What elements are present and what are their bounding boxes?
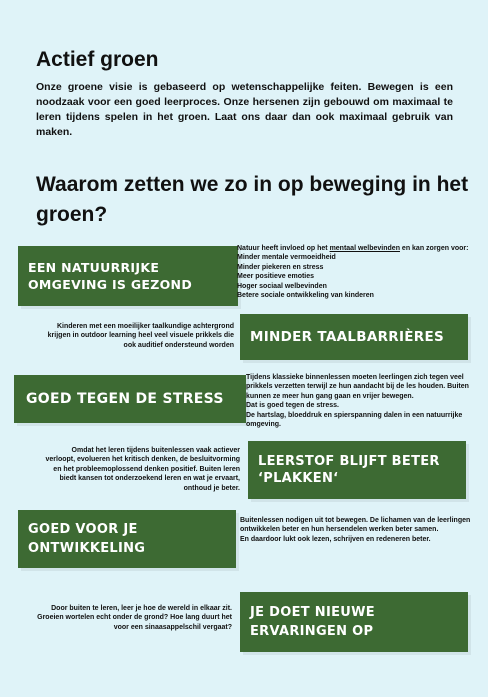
box-title-line2: ‘PLAKKEN‘ [258, 471, 339, 486]
box-goed-tegen-stress [14, 375, 246, 423]
section-heading: Waarom zetten we zo in op beweging in het groen? [36, 173, 469, 226]
box-goed-voor-ontwikkeling [18, 510, 236, 568]
box-minder-taalbarrieres [240, 314, 468, 360]
text-line: Buitenlessen nodigen uit tot bewegen. De lichamen van de leerlingen ontwikkelen beter en hun hersendelen werken beter samen. [240, 517, 471, 534]
list-item: Minder mentale vermoeidheid [237, 254, 336, 262]
box-title-line1: GOED VOOR JE [28, 522, 138, 537]
box-title: GOED TEGEN DE STRESS [26, 391, 224, 407]
box-title-line2: OMGEVING IS GEZOND [28, 277, 192, 292]
box-title: MINDER TAALBARRIÈRES [250, 329, 445, 345]
box-title-line1: JE DOET NIEUWE [250, 605, 375, 620]
text-line: Tijdens klassieke binnenlessen moeten leerlingen zich tegen veel prikkels verzetten terwijl ze hun aandacht bij de les houden. Buiten kunnen ze meer hun gang gaan en vrijer bewegen. [246, 374, 469, 400]
text-ontwikkeling [240, 516, 476, 544]
text-underlined: mentaal welbevinden [329, 245, 400, 252]
list-item: Hoger sociaal welbevinden [237, 282, 327, 290]
text-intro: Natuur heeft invloed op het [237, 245, 330, 252]
text-goed-tegen-stress [246, 373, 478, 429]
text-line: De hartslag, bloeddruk en spierspanning dalen in een natuurrijke omgeving. [246, 411, 463, 429]
box-natuurrijke-omgeving [18, 246, 238, 306]
text-leerstof: Omdat het leren tijdens buitenlessen vaak actiever verloopt, evolueren het kritisch denken, de besluitvorming en het probleemoplossend denken positief. Buiten leren biedt kansen tot onderzoekend leren en wat je ervaart, onthoud je beter. [45, 447, 240, 492]
list-item: Betere sociale ontwikkeling van kinderen [237, 292, 374, 300]
text-taalbarrieres: Kinderen met een moeilijker taalkundige achtergrond krijgen in outdoor learning heel veel visuele prikkels die ook auditief ondersteund worden [47, 323, 234, 349]
list-item: Meer positieve emoties [237, 273, 315, 281]
benefits-list [237, 253, 477, 300]
text-post: en kan zorgen voor: [399, 245, 469, 252]
box-nieuwe-ervaringen [240, 592, 468, 652]
box-title-line1: LEERSTOF BLIJFT BETER [258, 454, 440, 469]
text-line: En daardoor lukt ook lezen, schrijven en redeneren beter. [240, 535, 431, 543]
box-leerstof-blijft-beter [248, 441, 466, 499]
box-title-line2: ONTWIKKELING [28, 541, 146, 556]
list-item: Minder piekeren en stress [237, 263, 324, 271]
intro-paragraph: Onze groene visie is gebaseerd op wetenschappelijke feiten. Bewegen is een noodzaak voor een goed leerproces. Onze hersenen zijn gebouwd om maximaal te leren tijdens spelen in het groen. Laat ons daar dan ook maximaal gebruik van maken. [36, 81, 453, 138]
text-natuurrijke-omgeving [237, 244, 477, 300]
box-title-line2: ERVARINGEN OP [250, 624, 374, 639]
page-title: Actief groen [36, 48, 159, 71]
box-title-line1: EEN NATUURRIJKE [28, 260, 160, 275]
text-nieuwe-ervaringen: Door buiten te leren, leer je hoe de wereld in elkaar zit. Groeien wortelen echt onder de grond? Hoe lang duurt het voor een sinaasappelschil vergaat? [37, 605, 232, 631]
text-line: Dat is goed tegen de stress. [246, 402, 339, 410]
